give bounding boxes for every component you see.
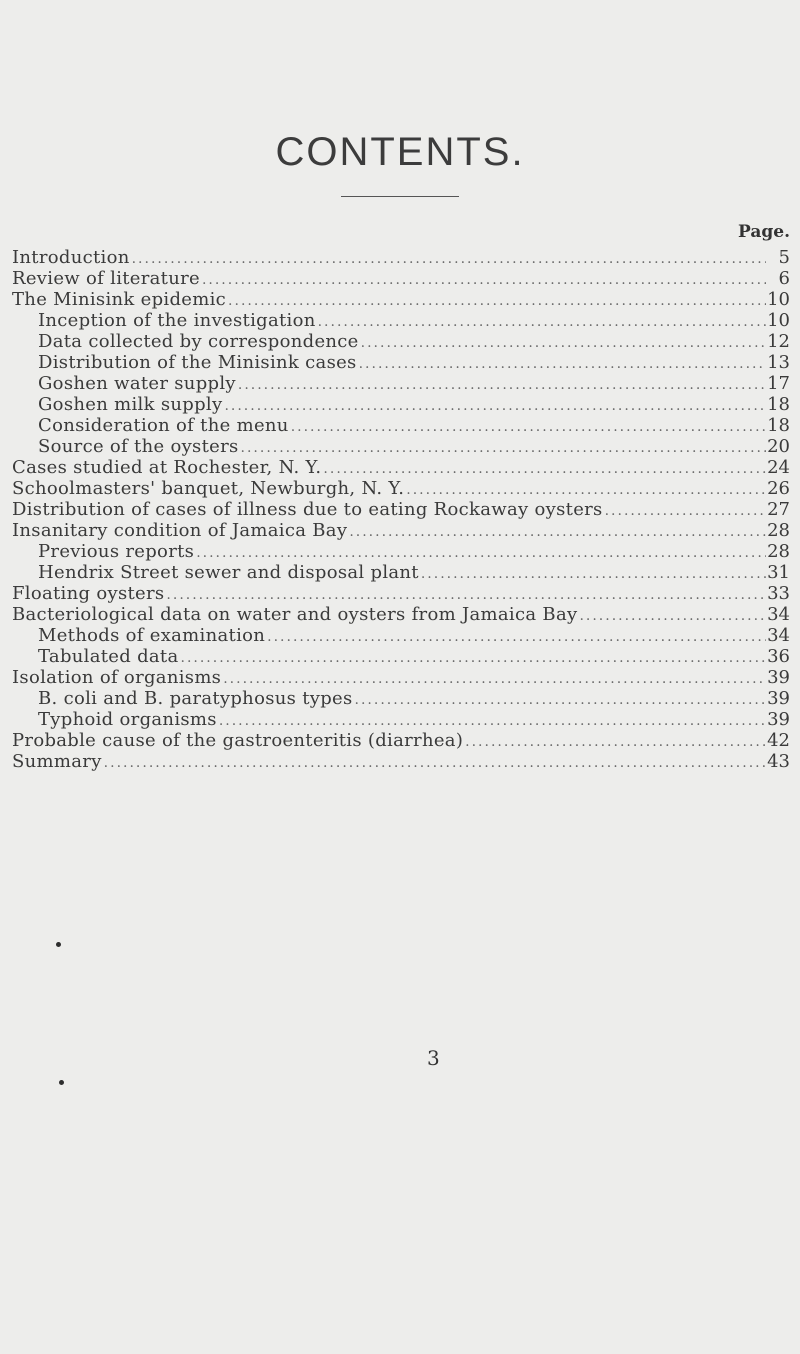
toc-entry-label: Distribution of cases of illness due to eating Rockaway oysters (12, 499, 603, 520)
toc-entry-page: 17 (767, 373, 790, 394)
toc-entry-line (12, 289, 766, 312)
toc-entry (0, 289, 800, 310)
toc-entry (0, 331, 800, 352)
toc-entry-page: 24 (767, 457, 790, 478)
toc-entry-line (38, 352, 766, 375)
toc-entry (0, 436, 800, 457)
toc-entry-label: Tabulated data (38, 646, 179, 667)
toc-entry (0, 751, 800, 772)
toc-entry-label: Consideration of the menu (38, 415, 289, 436)
toc-entry-line (38, 541, 766, 564)
toc-entry-line (12, 268, 766, 291)
toc-entry-line (12, 247, 766, 270)
toc-entry-page: 31 (767, 562, 790, 583)
toc-entry-line (38, 310, 766, 333)
toc-entry (0, 709, 800, 730)
title-rule (341, 196, 459, 197)
toc-entry-page: 39 (767, 667, 790, 688)
toc-entry-label: B. coli and B. paratyphosus types (38, 688, 353, 709)
toc-entry-label: Cases studied at Rochester, N. Y. (12, 457, 322, 478)
toc-entry-page: 5 (778, 247, 790, 268)
toc-entry-label: The Minisink epidemic (12, 289, 227, 310)
page-title: CONTENTS. (275, 130, 525, 174)
dot-leader (404, 480, 766, 501)
toc-entry (0, 562, 800, 583)
toc-entry-line (38, 688, 766, 711)
toc-entry-label: Schoolmasters' banquet, Newburgh, N. Y. (12, 478, 405, 499)
toc-entry-page: 18 (767, 394, 790, 415)
toc-entry-line (12, 751, 766, 774)
dot-leader (179, 648, 767, 669)
toc-entry-page: 42 (767, 730, 790, 751)
toc-entry (0, 688, 800, 709)
toc-entry (0, 646, 800, 667)
toc-entry-page: 18 (767, 415, 790, 436)
toc-entry (0, 604, 800, 625)
toc-entry-label: Source of the oysters (38, 436, 239, 457)
dot-leader (200, 270, 766, 291)
toc-entry-label: Data collected by correspondence (38, 331, 359, 352)
dot-leader (463, 732, 766, 753)
toc-entry-label: Previous reports (38, 541, 195, 562)
dot-leader (130, 249, 766, 270)
toc-entry-page: 12 (767, 331, 790, 352)
toc-entry-line (12, 520, 766, 543)
toc-entry-line (12, 667, 766, 690)
toc-entry-line (12, 583, 766, 606)
toc-entry-page: 6 (778, 268, 790, 289)
toc-entry-label: Bacteriological data on water and oysters from Jamaica Bay (12, 604, 578, 625)
dot-leader (357, 354, 766, 375)
toc-entry-page: 28 (767, 541, 790, 562)
toc-entry-line (38, 331, 766, 354)
toc-entry-line (38, 373, 766, 396)
toc-entry (0, 667, 800, 688)
dot-leader (359, 333, 766, 354)
toc-entry-label: Methods of examination (38, 625, 266, 646)
page-column-heading: Page. (738, 222, 790, 242)
dot-leader (239, 438, 766, 459)
toc-entry (0, 499, 800, 520)
toc-entry-page: 39 (767, 709, 790, 730)
dot-leader (316, 312, 766, 333)
toc-entry-page: 28 (767, 520, 790, 541)
toc-entry-page: 10 (767, 289, 790, 310)
toc-entry (0, 520, 800, 541)
toc-entry (0, 457, 800, 478)
toc-entry-line (38, 394, 766, 417)
dot-leader (236, 375, 766, 396)
dot-leader (222, 396, 766, 417)
toc-entry (0, 352, 800, 373)
dot-leader (347, 522, 766, 543)
toc-entry-label: Distribution of the Minisink cases (38, 352, 357, 373)
dot-leader (419, 564, 766, 585)
toc-entry-line (38, 709, 766, 732)
toc-entry (0, 478, 800, 499)
toc-entry-line (38, 436, 766, 459)
ink-speck (59, 1080, 64, 1085)
toc-entry-line (38, 625, 766, 648)
toc-entry (0, 247, 800, 268)
dot-leader (226, 291, 766, 312)
toc-entry-line (12, 604, 766, 627)
toc-entry-page: 13 (767, 352, 790, 373)
toc-entry (0, 541, 800, 562)
toc-entry-line (12, 730, 766, 753)
toc-entry-label: Hendrix Street sewer and disposal plant (38, 562, 419, 583)
toc-entry-label: Introduction (12, 247, 130, 268)
page-number: 3 (427, 1046, 440, 1070)
toc-entry-label: Goshen milk supply (38, 394, 223, 415)
toc-entry-line (38, 646, 766, 669)
toc-entry (0, 730, 800, 751)
toc-entry (0, 415, 800, 436)
toc-entry-label: Insanitary condition of Jamaica Bay (12, 520, 348, 541)
toc-entry-label: Isolation of organisms (12, 667, 222, 688)
toc-entry-label: Summary (12, 751, 102, 772)
toc-entry-page: 39 (767, 688, 790, 709)
toc-entry-page: 34 (767, 625, 790, 646)
toc-entry (0, 394, 800, 415)
toc-entry (0, 583, 800, 604)
toc-entry (0, 310, 800, 331)
toc-entry-line (12, 457, 766, 480)
toc-entry-line (12, 499, 766, 522)
toc-entry-page: 10 (767, 310, 790, 331)
toc-entry-page: 34 (767, 604, 790, 625)
toc-entry (0, 625, 800, 646)
toc-entry-label: Probable cause of the gastroenteritis (diarrhea) (12, 730, 464, 751)
dot-leader (265, 627, 766, 648)
dot-leader (577, 606, 766, 627)
toc-entry-page: 20 (767, 436, 790, 457)
toc-entry (0, 268, 800, 289)
dot-leader (321, 459, 766, 480)
table-of-contents (0, 247, 800, 772)
toc-entry-line (38, 562, 766, 585)
toc-entry-label: Typhoid organisms (38, 709, 217, 730)
dot-leader (289, 417, 766, 438)
ink-speck (56, 942, 61, 947)
toc-entry-label: Goshen water supply (38, 373, 236, 394)
toc-entry-page: 27 (767, 499, 790, 520)
dot-leader (221, 669, 766, 690)
dot-leader (603, 501, 766, 522)
dot-leader (164, 585, 766, 606)
dot-leader (194, 543, 766, 564)
toc-entry-page: 33 (767, 583, 790, 604)
toc-entry-page: 43 (767, 751, 790, 772)
toc-entry-line (38, 415, 766, 438)
toc-entry-line (12, 478, 766, 501)
toc-entry (0, 373, 800, 394)
toc-entry-page: 36 (767, 646, 790, 667)
dot-leader (353, 690, 766, 711)
dot-leader (102, 753, 766, 774)
toc-entry-label: Review of literature (12, 268, 200, 289)
dot-leader (217, 711, 766, 732)
toc-entry-label: Floating oysters (12, 583, 165, 604)
toc-entry-label: Inception of the investigation (38, 310, 316, 331)
toc-entry-page: 26 (767, 478, 790, 499)
